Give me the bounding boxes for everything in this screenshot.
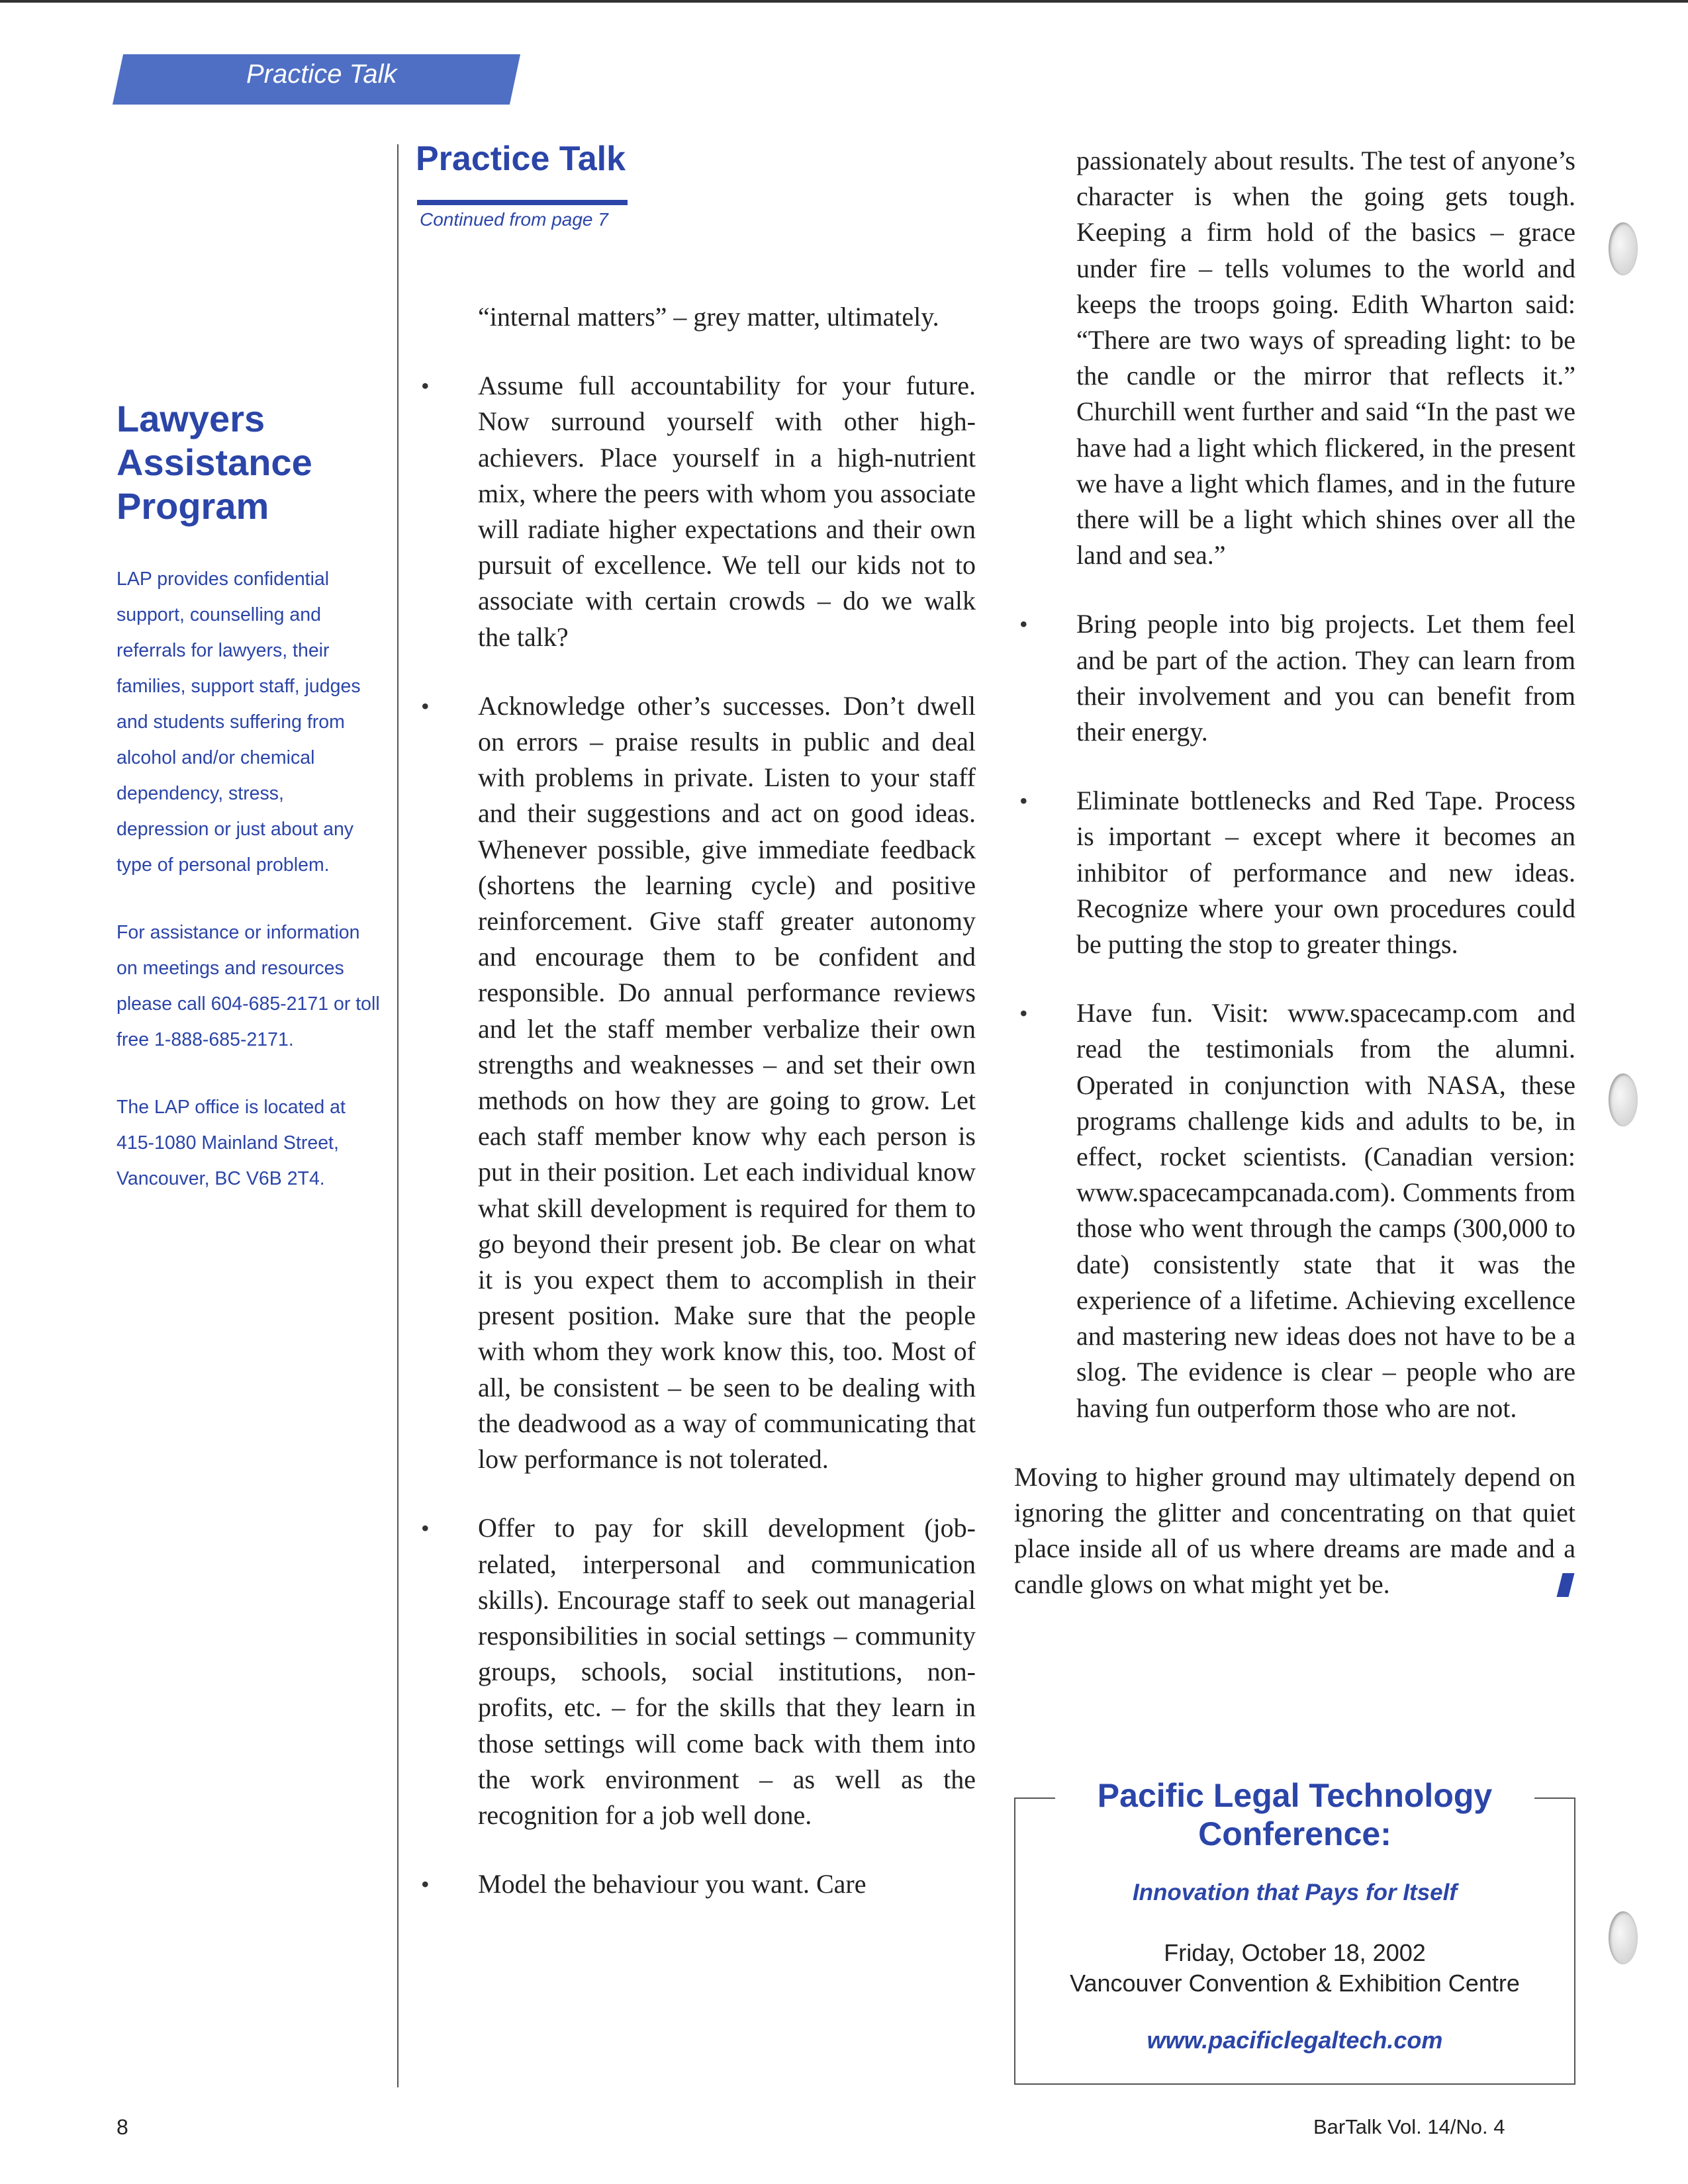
continued-note: Continued from page 7 [420, 209, 608, 230]
paragraph: passionately about results. The test of anyone’s character is when the going gets tough. Keeping a firm hold of the basics – grace under fire – tells volumes to the world and keeps the troops going. Edith Wharton said: “There are two ways of spreading light: to be the candle or the mirror that reflects it.” Churchill went further and said “In the past we have had a light which flickered, in the present we have a light which flames, and in the future there will be a light which shines over all the land and sea.” [1076, 146, 1575, 570]
title-underline [417, 200, 628, 205]
conference-date: Friday, October 18, 2002 [1164, 1939, 1426, 1966]
sidebar-address: The LAP office is located at 415-1080 Mainland Street, Vancouver, BC V6B 2T4. [117, 1097, 346, 1189]
conference-tagline: Innovation that Pays for Itself [1132, 1880, 1458, 1905]
bullet-item: • Model the behaviour you want. Care [416, 1866, 976, 1902]
conference-venue: Vancouver Convention & Exhibition Centre [1070, 1970, 1520, 1997]
binder-hole-icon [1609, 1073, 1638, 1126]
article-title: Practice Talk [416, 140, 626, 178]
bullet-item: • Acknowledge other’s successes. Don’t dwell on errors – praise results in public and deal with problems in private. Listen to your staff and their suggestions and act on good ideas. Whenever possible, give immediate feedback (shortens the learning cycle) and positive reinforcement. Give staff greater autonomy and encourage them to be confident and responsible. Do annual performance reviews and let the staff member verbalize their own strengths and weaknesses – and set their own methods on how they are going to grow. Let each staff member know why each person is put in their position. Let each individual know what skill development is required for them to go beyond their present job. Be clear on what it is you expect them to accomplish in their present position. Make sure that the people with whom they work know this, too. Most of all, be consistent – be seen to be dealing with the deadwood as a way of communicating that low performance is not tolerated. [416, 688, 976, 1477]
page-number: 8 [117, 2115, 128, 2139]
issue-info: BarTalk Vol. 14/No. 4 [1313, 2115, 1505, 2138]
article-column-2 [1014, 143, 1575, 1603]
conference-details [1015, 1938, 1574, 1999]
sidebar-title: Lawyers Assistance Program [117, 398, 312, 527]
conference-url[interactable]: www.pacificlegaltech.com [1147, 2026, 1443, 2054]
lap-sidebar [117, 397, 381, 1228]
article-column-1 [416, 299, 976, 1935]
sidebar-paragraph: LAP provides confidential support, counselling and referrals for lawyers, their families, support staff, judges and students suffering from alcohol and/or chemical dependency, stress, depression or just about any type of personal problem. [117, 569, 361, 876]
paragraph: “internal matters” – grey matter, ultimately. [478, 302, 939, 332]
bullet-item: • Have fun. Visit: www.spacecamp.com and read the testimonials from the alumni. Operated in conjunction with NASA, these programs challenge kids and adults to be, in effect, rocket scientists. (Canadian version: www.spacecampcanada.com). Comments from those who went through the camps (300,000 to date) consistently state that it was the experience of a lifetime. Achieving excellence and mastering new ideas does not have to be a slog. The evidence is clear – people who are having fun outperform those who are not. [1014, 995, 1575, 1426]
binder-hole-icon [1609, 1911, 1638, 1964]
top-rule [0, 0, 1688, 3]
bullet-item: • Eliminate bottlenecks and Red Tape. Process is important – except where it becomes an inhibitor of performance and new ideas. Recognize where your own procedures could be putting the stop to greater things. [1014, 783, 1575, 962]
closing-text: Moving to higher ground may ultimately depend on ignoring the glitter and concentrating on that quiet place inside all of us where dreams are made and a candle glows on what might yet be. [1014, 1461, 1575, 1600]
section-banner-label: Practice Talk [246, 60, 397, 89]
conference-title: Pacific Legal Technology Conference: [1055, 1776, 1534, 1853]
sidebar-contact: For assistance or information on meetings and resources please call 604-685-2171 or toll free 1-888-685-2171. [117, 922, 380, 1050]
bullet-item: • Assume full accountability for your future. Now surround yourself with other high-achievers. Place yourself in a high-nutrient mix, where the peers with whom you associate will radiate higher expectations and their own pursuit of excellence. We tell our kids not to associate with certain crowds – do we walk the talk? [416, 368, 976, 655]
conference-box [1014, 1777, 1575, 2085]
closing-paragraph [1014, 1459, 1575, 1603]
column-divider [397, 144, 399, 2087]
bullet-item: • Offer to pay for skill development (job-related, interpersonal and communication skills). Encourage staff to seek out managerial responsibilities in social settings – community groups, schools, social institutions, non-profits, etc. – for the skills that they learn in those settings will come back with them into the work environment – as well as the recognition for a job well done. [416, 1510, 976, 1833]
end-mark-icon [1557, 1573, 1575, 1597]
bullet-item: • Bring people into big projects. Let them feel and be part of the action. They can learn from their involvement and you can benefit from their energy. [1014, 606, 1575, 750]
binder-hole-icon [1609, 222, 1638, 275]
